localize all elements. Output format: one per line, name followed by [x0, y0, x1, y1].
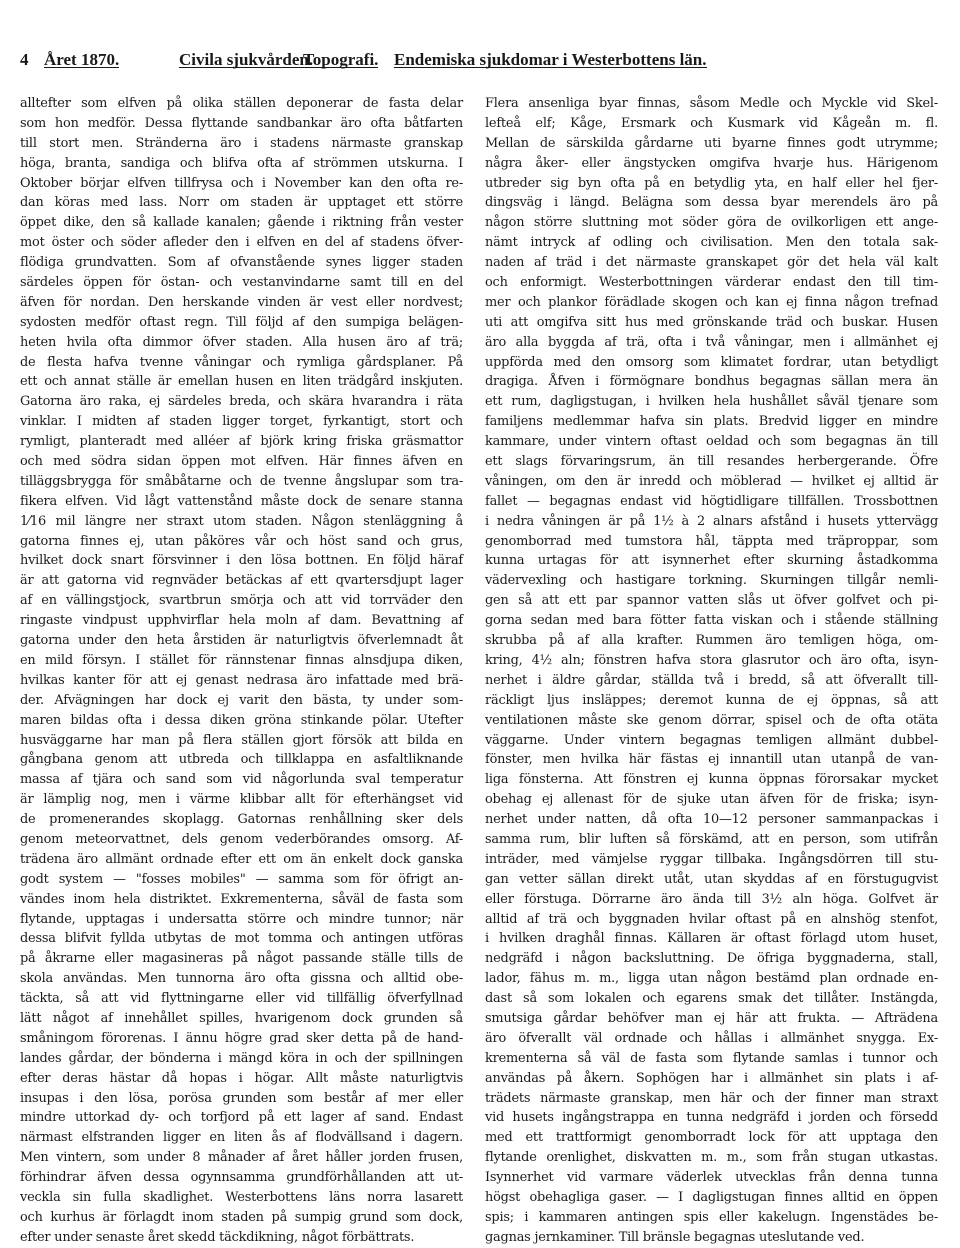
text-line: alltefter som elfven på olika ställen deponerar de fasta delar — [20, 96, 463, 111]
text-line: användas på åkern. Sophögen har i allmänhet sin plats i af- — [485, 1070, 938, 1086]
text-line: i nedra våningen är på 1½ à 2 alnars afstånd i husets yttervägg — [485, 513, 938, 529]
text-line: ringaste vindpust upphvirflar hela moln af dam. Bevattning af — [20, 613, 463, 629]
text-line: fikera elfven. Vid lågt vattenstånd måste dock de senare stanna — [20, 493, 463, 509]
text-line: är att gatorna vid regnväder betäckas af ett qvartersdjupt lager — [20, 573, 463, 589]
text-line: ett rum, dagligstugan, i hvilken hela hushållet såväl tjenare som — [485, 394, 938, 410]
text-line: godt system — "fosses mobiles" — samma som för öfrigt an- — [20, 871, 463, 887]
text-line: några åker- eller ängstycken omgifva hvarje hus. Härigenom — [485, 155, 938, 171]
text-line: flytande orenlighet, diskvatten m. m., som från stugan utkastas. — [485, 1150, 938, 1166]
text-line: öppet dike, den så kallade kanalen; gående i riktning från vester — [20, 215, 463, 231]
text-line: dessa blifvit fyllda utbytas de mot tomma och antingen utföras — [20, 931, 463, 947]
text-line: veckla sin fulla skadlighet. Westerbottens läns norra lasarett — [20, 1189, 463, 1205]
text-line: och enformigt. Westerbottningen värderar endast den till tim- — [485, 275, 938, 291]
text-line: familjens medlemmar hafva sin plats. Bredvid ligger en mindre — [485, 414, 938, 430]
text-line: täckta, så att vid flyttningarne eller vid tillfällig öfverfyllnad — [20, 991, 463, 1007]
text-line: lefteå elf; Kåge, Ersmark och Kusmark vid Kågeån m. fl. — [485, 115, 938, 131]
text-line: genomborrad med tumstora hål, täppta med träproppar, som — [485, 533, 938, 549]
text-line: sydosten medför oftast regn. Till följd af den sumpiga belägen- — [20, 314, 463, 330]
text-line: mindre uttorkad dy- och torfjord på ett lager af sand. Endast — [20, 1110, 463, 1126]
text-line: någon större sluttning mot söder göra de ovilkorligen ett ange- — [485, 215, 938, 231]
text-line: närmast elfstranden ligger en liten ås af flodvällsand i dagern. — [20, 1130, 463, 1146]
text-line: till stort men. Stränderna äro i stadens närmaste granskap — [20, 135, 463, 151]
text-line: dingsväg i längd. Belägna som dessa byar merendels äro på — [485, 195, 938, 211]
text-line: nedgräfd i någon backsluttning. De öfriga byggnaderna, stall, — [485, 951, 938, 967]
text-line: insupas i den lösa, porösa grunden som består af mer eller — [20, 1090, 463, 1106]
text-line: i hvilken draghål finnas. Källaren är oftast förlagd utom huset, — [485, 931, 938, 947]
text-line: inträder, med vämjelse ryggar tillbaka. Ingångsdörren till stu- — [485, 851, 938, 867]
text-line: efter under senaste året skedd täckdikning, något förbättrats. — [20, 1229, 415, 1245]
text-line: skrubba på af alla krafter. Rummen äro temligen höga, om- — [485, 633, 938, 649]
header-title-topography: Topografi. — [303, 50, 379, 69]
text-line: gatorna under den heta årstiden är naturligtvis öfverlemnadt åt — [20, 633, 463, 649]
text-line: småningom förorenas. I ännu högre grad sker detta på de hand- — [20, 1030, 463, 1046]
text-line: med ett trattformigt genomborradt lock för att upptaga den — [485, 1130, 938, 1146]
page-number: 4 — [20, 50, 29, 69]
text-line: rymligt, planteradt med alléer af björk kring friska gräsmattor — [20, 434, 463, 450]
text-line: samma rum, blir luften så förskämd, att en person, som utifrån — [485, 831, 938, 847]
text-line: hvilkas kanter för att ej genast nedrasa äro infattade med brä- — [20, 672, 463, 688]
header-title-endemic-diseases: Endemiska sjukdomar i Westerbottens län. — [394, 50, 707, 69]
text-line: Gatorna äro raka, ej särdeles breda, och skära hvarandra i räta — [20, 394, 463, 410]
text-line: krementerna så väl de fasta som flytande samlas i tunnor och — [485, 1050, 938, 1066]
text-line: smutsiga gårdar behöfver man ej här att frukta. — Afträdena — [485, 1010, 938, 1026]
text-line: på åkrarne eller magasineras på något passande ställe tills de — [20, 951, 463, 967]
text-line: husväggarne har man på flera ställen gjort försök att bilda en — [20, 732, 463, 748]
text-line: obehag ej allenast för de sjuke utan äfven för de friska; isyn- — [485, 792, 938, 808]
text-line: fönster, men hvilka här fästas ej innantill utan utanpå de van- — [485, 752, 938, 768]
text-line: naden af träd i det närmaste granskapet gör det hela väl kalt — [485, 255, 938, 271]
text-line: vändes inom hela distriktet. Exkrementerna, såväl de fasta som — [20, 891, 463, 907]
text-line: högst obehagliga gaser. — I dagligstugan finnes alltid en öppen — [485, 1189, 938, 1205]
text-line: skola användas. Men tunnorna äro ofta gissna och alltid obe- — [20, 971, 463, 987]
text-line: af en vällingstjock, svartbrun smörja och att vid torrväder den — [20, 593, 463, 609]
text-line: massa af tjära och sand som vid någorlunda sval temperatur — [20, 772, 463, 788]
text-line: höga, branta, sandiga och blifva ofta af strömmen utskurna. I — [20, 155, 463, 171]
text-line: lätt något af innehållet spilles, hvarigenom dock grunden så — [20, 1010, 463, 1026]
text-line: alltid af trä och byggnaden hvilar oftast på en alnshög stenfot, — [485, 911, 938, 927]
text-line: ett slags förvaringsrum, än till resandes herbergerande. Öfre — [485, 454, 938, 470]
text-line: liga fönsterna. Att fönstren ej kunna öppnas förorsakar mycket — [485, 772, 938, 788]
text-column-right — [485, 94, 938, 1245]
text-line: förhindrar äfven dessa ogynnsamma grundförhållanden att ut- — [20, 1170, 463, 1186]
text-line: Men vintern, som under 8 månader af året håller jorden frusen, — [20, 1150, 463, 1166]
header-year: Året 1870. — [44, 50, 120, 69]
text-line: heten hvila ofta dimmor öfver staden. Alla husen äro af trä; — [20, 334, 463, 350]
text-line: äro alla byggda af trä, ofta i två våningar, men i allmänhet ej — [485, 334, 938, 350]
text-line: Oktober börjar elfven tillfrysa och i November kan den ofta re- — [20, 175, 463, 191]
text-line: våningen, om den är inredd och möblerad — hvilket ej alltid är — [485, 473, 938, 489]
text-line: nämt intryck af odling och civilisation. Men den totala sak- — [485, 235, 938, 251]
text-line: mer och plankor förädlade skogen och kan ej finna någon trefnad — [485, 294, 938, 310]
text-line: maren bildas ofta i dessa diken gröna stinkande pölar. Utefter — [20, 712, 463, 728]
text-line: gångbana genom att utbreda och tillklappa en asfaltliknande — [20, 752, 463, 768]
text-line: nerhet i äldre gårdar, ställda två i bredd, så att öfverallt till- — [485, 672, 938, 688]
text-line: som hon medför. Dessa flyttande sandbankar äro ofta båtfarten — [20, 115, 463, 131]
text-line: lador, fähus m. m., ligga utan någon bestämd plan ordnade en- — [485, 971, 938, 987]
text-line: kammare, under vintern oftast oeldad och som begagnas än till — [485, 434, 938, 450]
page-header — [20, 50, 940, 74]
text-line: en mild försyn. I stället för rännstenar finnas alnsdjupa diken, — [20, 652, 463, 668]
text-line: nerhet under natten, då ofta 10—12 personer sammanpackas i — [485, 812, 938, 828]
text-line: Flera ansenliga byar finnas, såsom Medle och Myckle vid Skel- — [485, 96, 938, 111]
text-line: gan vetter sällan direkt utåt, utan skyddas af en förstugugvist — [485, 871, 938, 887]
text-line: landes gårdar, der bönderna i mängd köra in och der spillningen — [20, 1050, 463, 1066]
text-line: dan köras med lass. Norr om staden är upptaget ett större — [20, 195, 463, 211]
text-line: ett och annat ställe är emellan husen en liten trädgård inskjuten. — [20, 374, 463, 390]
text-line: hvilket dock snart försvinner i den lösa bottnen. En följd häraf — [20, 553, 463, 569]
text-line: vädervexling och hastigare torkning. Skurningen tillgår nemli- — [485, 573, 938, 589]
text-line: uti att omgifva sitt hus med grönskande träd och buskar. Husen — [485, 314, 938, 330]
text-line: vid husets ingångstrappa en tunna nedgräfd i jorden och försedd — [485, 1110, 938, 1126]
text-column-left — [20, 94, 463, 1245]
text-line: flytande, upptagas i undersatta större och mindre tunnor; när — [20, 911, 463, 927]
text-line: väggarne. Under vintern begagnas temligen allmänt dubbel- — [485, 732, 938, 748]
text-line: gagnas jernkaminer. Till bränsle begagnas uteslutande ved. — [485, 1229, 865, 1245]
text-line: utbreder sig byn ofta på en betydlig yta, en half eller hel fjer- — [485, 175, 938, 191]
text-line: 1⁄16 mil längre ner straxt utom staden. Någon stenläggning å — [20, 513, 463, 529]
text-line: mot öster och söder afleder den i elfven en del af stadens öfver- — [20, 235, 463, 251]
text-line: och kurhus är förlagdt inom staden på sumpig grund som dock, — [20, 1209, 463, 1225]
text-line: der. Afvägningen har dock ej varit den bästa, ty under som- — [20, 692, 463, 708]
text-line: dragiga. Åfven i förmögnare bondhus begagnas sällan mera än — [485, 374, 938, 390]
text-line: trädena äro allmänt ordnade efter ett om än enkelt dock ganska — [20, 851, 463, 867]
text-line: fallet — begagnas endast vid högtidligare tillfällen. Trossbottnen — [485, 493, 938, 509]
text-line: uppförda med den omsorg som klimatet fordrar, utan betydligt — [485, 354, 938, 370]
text-line: ventilationen måste ske genom dörrar, spisel och de ofta otäta — [485, 712, 938, 728]
text-line: och med södra sidan öppen mot elfven. Här finnes äfven en — [20, 454, 463, 470]
text-line: äfven för nordan. Den herskande vinden är vest eller nordvest; — [20, 294, 463, 310]
text-line: flödiga grundvatten. Som af ofvanstående synes ligger staden — [20, 255, 463, 271]
text-line: genom meteorvattnet, dels genom vederbörandes omsorg. Af- — [20, 831, 463, 847]
text-line: är lämplig nog, men i värme klibbar allt för efterhängset vid — [20, 792, 463, 808]
text-line: särdeles öppen för östan- och vestanvindarne samt till en del — [20, 275, 463, 291]
text-line: eller förstuga. Dörrarne äro ända till 3½ aln höga. Golfvet är — [485, 891, 938, 907]
text-line: Isynnerhet vid varmare väderlek utvecklas från denna tunna — [485, 1170, 938, 1186]
text-line: de flesta hafva tvenne våningar och rymliga gårdsplaner. På — [20, 354, 463, 370]
text-line: vinklar. I midten af staden ligger torget, fyrkantigt, stort och — [20, 414, 463, 430]
text-line: trädets närmaste granskap, men här och der finner man straxt — [485, 1090, 938, 1106]
text-line: kunna urtagas för att isynnerhet efter skurning åstadkomma — [485, 553, 938, 569]
text-line: gen så att ett par spannor vatten slås ut öfver golfvet och pi- — [485, 593, 938, 609]
header-title-civil-healthcare: Civila sjukvården. — [179, 50, 314, 69]
text-line: gorna sedan med bara fötter fatta viskan och i stående ställning — [485, 613, 938, 629]
text-line: Mellan de särskilda gårdarne uti byarne finnes godt utrymme; — [485, 135, 938, 151]
text-line: gatorna finnes ej, utan påköres vår och höst sand och grus, — [20, 533, 463, 549]
text-line: äro öfverallt väl ordnade och hållas i allmänhet snygga. Ex- — [485, 1030, 938, 1046]
text-line: spis; i kammaren antingen spis eller kakelugn. Ingenstädes be- — [485, 1209, 938, 1225]
text-line: tilläggsbrygga för småbåtarne och de tvenne ångslupar som tra- — [20, 473, 463, 489]
text-line: efter deras hästar då hopas i högar. Allt måste naturligtvis — [20, 1070, 463, 1086]
text-line: räckligt ljus insläppes; deremot kunna de ej öppnas, så att — [485, 692, 938, 708]
text-line: kring, 4½ aln; fönstren hafva stora glasrutor och äro ofta, isyn- — [485, 652, 938, 668]
text-line: dast så som lokalen och egarens smak det tillåter. Instängda, — [485, 991, 938, 1007]
text-line: de promenerandes skoplagg. Gatornas renhållning sker dels — [20, 812, 463, 828]
